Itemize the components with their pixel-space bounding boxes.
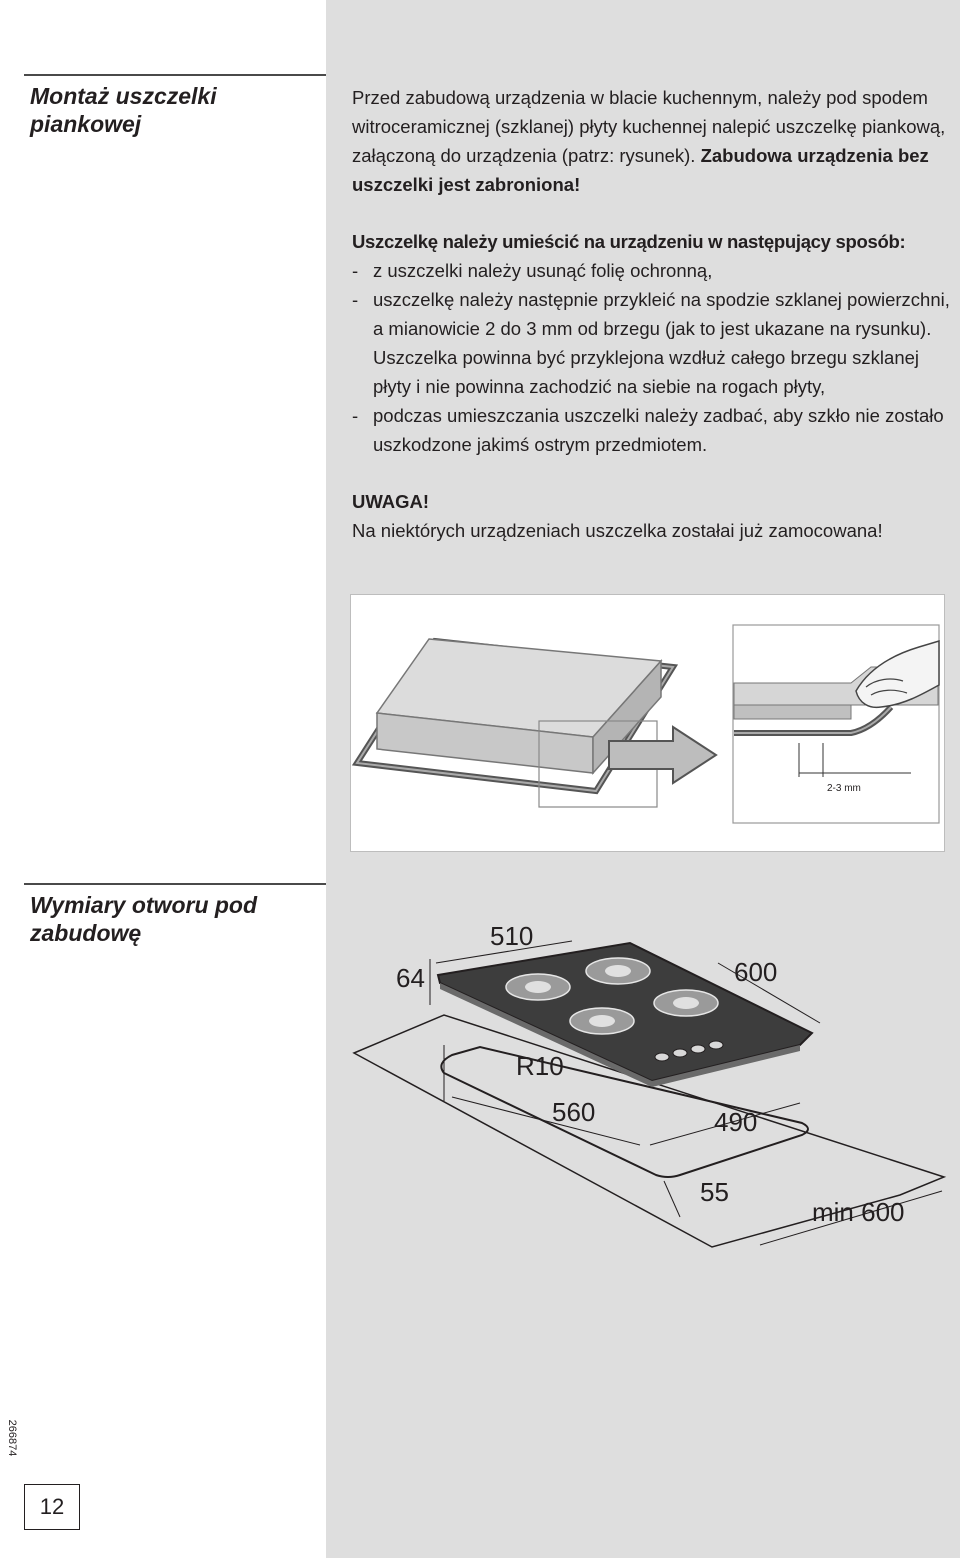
dim-55: 55 bbox=[700, 1177, 729, 1207]
page-number: 12 bbox=[24, 1484, 80, 1530]
section-rule bbox=[24, 883, 326, 885]
document-number: 266874 bbox=[6, 1419, 18, 1457]
gasket-distance-label: 2-3 mm bbox=[827, 783, 861, 794]
left-margin-column bbox=[0, 0, 326, 1558]
dim-560: 560 bbox=[552, 1097, 596, 1127]
note-title: UWAGA! bbox=[352, 491, 430, 512]
section-heading-gasket: Montaż uszczelki piankowej bbox=[30, 83, 217, 137]
list-item: - z uszczelki należy usunąć folię ochronną, bbox=[352, 260, 713, 281]
list-item: - podczas umieszczania uszczelki należy zadbać, aby szkło nie zostało uszkodzone jakimś ostrym przedmiotem. bbox=[352, 405, 944, 455]
list-title: Uszczelkę należy umieścić na urządzeniu w następujący sposób: bbox=[352, 231, 906, 252]
dim-510: 510 bbox=[490, 921, 534, 951]
dim-600: 600 bbox=[734, 957, 778, 987]
cutout-dimensions-drawing bbox=[340, 905, 955, 1265]
gasket-illustration bbox=[351, 595, 944, 851]
cutout-dimensions-figure bbox=[340, 905, 955, 1265]
list-item: - uszczelkę należy następnie przykleić na spodzie szklanej powierzchni, a mianowicie 2 do 3 mm od brzegu (jak to jest ukazane na rysunku). Uszczelka powinna być przyklejona wzdłuż całego brzegu szklanej płyty i nie powinna zachodzić na siebie na rogach płyty, bbox=[352, 289, 950, 397]
dim-490: 490 bbox=[714, 1107, 758, 1137]
warning-text: Zabudowa urządzenia bez uszczelki jest zabroniona! bbox=[352, 145, 929, 195]
note-text: Na niektórych urządzeniach uszczelka zostałai już zamocowana! bbox=[352, 520, 883, 541]
section-body-gasket bbox=[352, 83, 952, 545]
dim-r10: R10 bbox=[516, 1051, 564, 1081]
instruction-list bbox=[352, 256, 952, 459]
dim-64: 64 bbox=[396, 963, 425, 993]
intro-paragraph: Przed zabudową urządzenia w blacie kuchennym, należy pod spodem witroceramicznej (szklanej) płyty kuchennej nalepić uszczelkę piankową, załączoną do urządzenia (patrz: rysunek). Zabudowa urządzenia bez uszczelki jest zabroniona! bbox=[352, 87, 946, 195]
section-rule bbox=[24, 74, 326, 76]
gasket-figure bbox=[350, 594, 945, 852]
dim-min-600: min 600 bbox=[812, 1197, 905, 1227]
section-heading-cutout: Wymiary otworu pod zabudowę bbox=[30, 892, 258, 946]
